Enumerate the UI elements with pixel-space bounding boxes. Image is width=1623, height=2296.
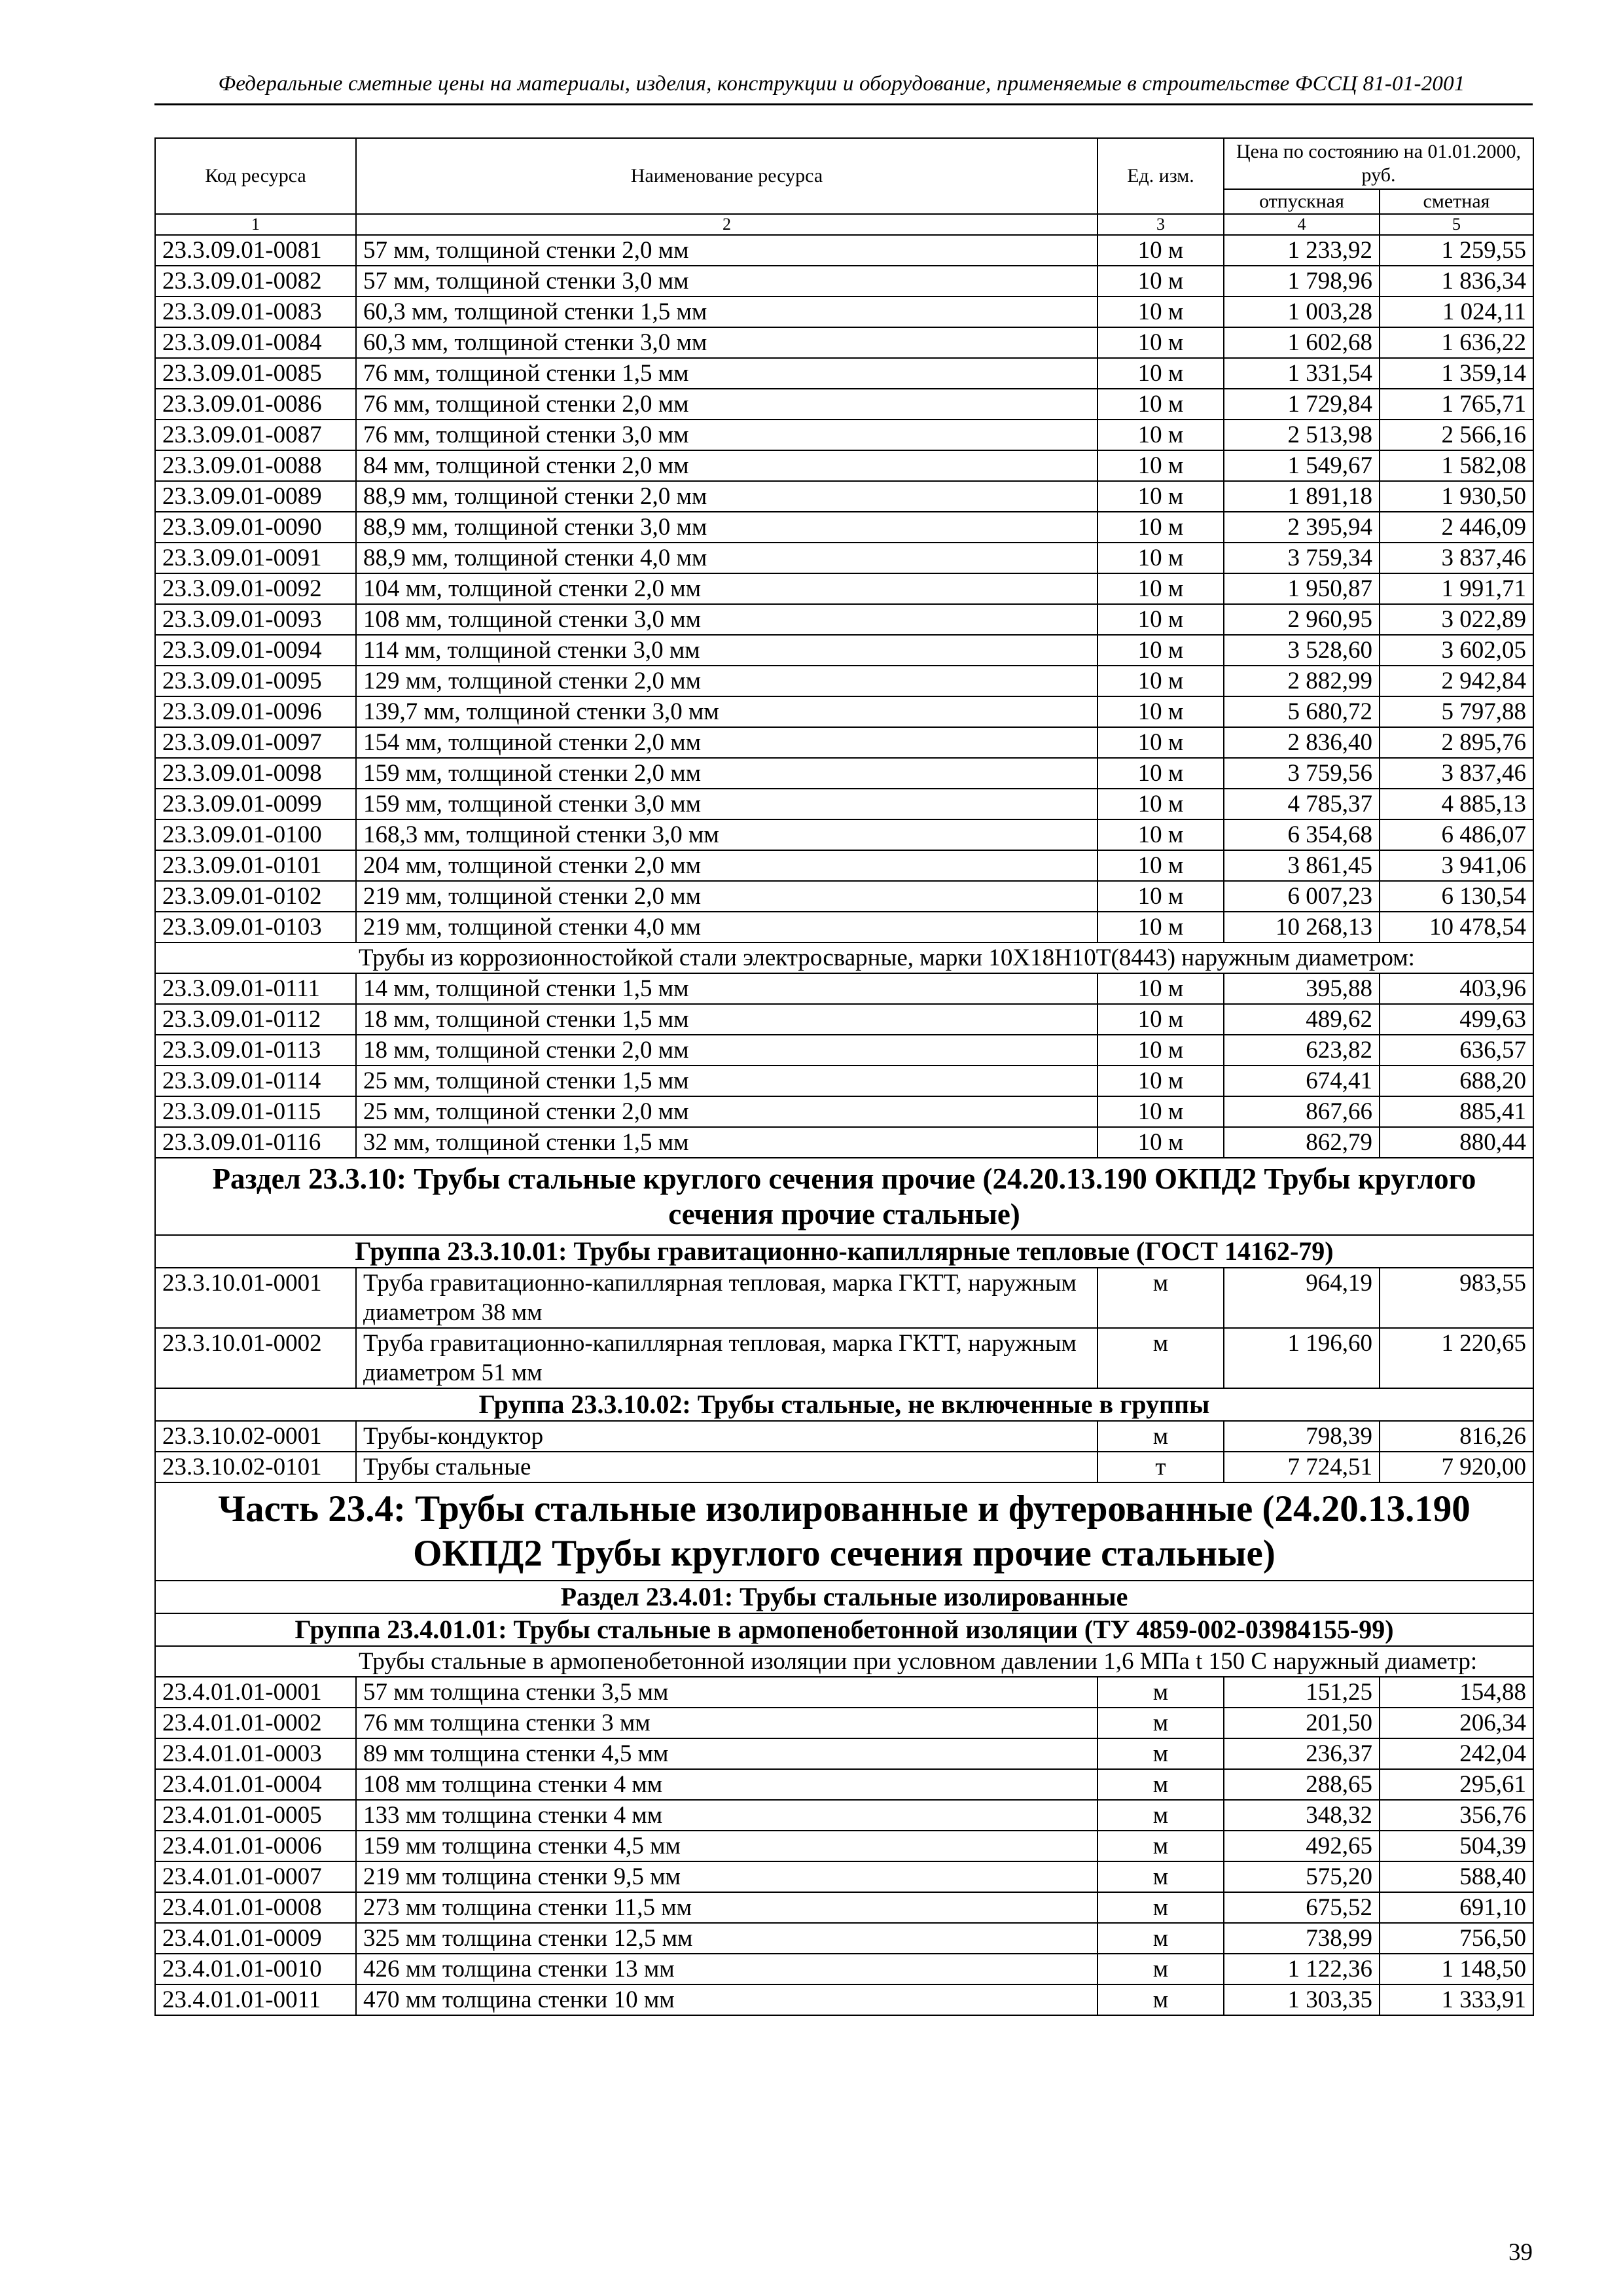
estimate-price: 2 566,16 xyxy=(1380,420,1533,450)
table-row xyxy=(155,696,1533,727)
resource-code: 23.3.09.01-0097 xyxy=(155,727,356,758)
release-price: 489,62 xyxy=(1224,1004,1380,1035)
group-heading-row xyxy=(155,1235,1533,1268)
resource-code: 23.4.01.01-0011 xyxy=(155,1984,356,2015)
column-number: 2 xyxy=(356,214,1097,235)
resource-name: 133 мм толщина стенки 4 мм xyxy=(356,1800,1097,1831)
estimate-price: 6 130,54 xyxy=(1380,881,1533,912)
table-row xyxy=(155,1769,1533,1800)
estimate-price: 206,34 xyxy=(1380,1708,1533,1738)
release-price: 1 891,18 xyxy=(1224,481,1380,512)
resource-code: 23.3.09.01-0102 xyxy=(155,881,356,912)
resource-name: 159 мм, толщиной стенки 2,0 мм xyxy=(356,758,1097,789)
price-table xyxy=(154,137,1534,2016)
estimate-price: 636,57 xyxy=(1380,1035,1533,1066)
estimate-price: 983,55 xyxy=(1380,1268,1533,1328)
release-price: 1 602,68 xyxy=(1224,327,1380,358)
resource-name: 168,3 мм, толщиной стенки 3,0 мм xyxy=(356,819,1097,850)
resource-code: 23.3.09.01-0111 xyxy=(155,973,356,1004)
release-price: 6 007,23 xyxy=(1224,881,1380,912)
unit-of-measure: м xyxy=(1097,1800,1224,1831)
estimate-price: 154,88 xyxy=(1380,1677,1533,1708)
unit-of-measure: м xyxy=(1097,1328,1224,1388)
release-price: 3 861,45 xyxy=(1224,850,1380,881)
table-row xyxy=(155,543,1533,573)
unit-of-measure: 10 м xyxy=(1097,912,1224,942)
unit-of-measure: м xyxy=(1097,1861,1224,1892)
release-price: 1 729,84 xyxy=(1224,389,1380,420)
resource-code: 23.3.09.01-0082 xyxy=(155,266,356,296)
resource-name: 76 мм, толщиной стенки 1,5 мм xyxy=(356,358,1097,389)
table-row xyxy=(155,1984,1533,2015)
unit-of-measure: 10 м xyxy=(1097,1066,1224,1096)
section-heading: Раздел 23.3.10: Трубы стальные круглого сечения прочие (24.20.13.190 ОКПД2 Трубы круглого сечения прочие стальные) xyxy=(155,1158,1533,1235)
release-price: 348,32 xyxy=(1224,1800,1380,1831)
resource-name: 57 мм толщина стенки 3,5 мм xyxy=(356,1677,1097,1708)
resource-code: 23.3.09.01-0094 xyxy=(155,635,356,666)
col-header-release: отпускная xyxy=(1224,189,1380,214)
table-row xyxy=(155,604,1533,635)
resource-name: 426 мм толщина стенки 13 мм xyxy=(356,1954,1097,1984)
unit-of-measure: м xyxy=(1097,1923,1224,1954)
release-price: 675,52 xyxy=(1224,1892,1380,1923)
unit-of-measure: 10 м xyxy=(1097,235,1224,266)
estimate-price: 1 636,22 xyxy=(1380,327,1533,358)
table-row xyxy=(155,1738,1533,1769)
table-row xyxy=(155,481,1533,512)
table-row xyxy=(155,666,1533,696)
resource-code: 23.3.09.01-0088 xyxy=(155,450,356,481)
resource-name: Труба гравитационно-капиллярная тепловая, марка ГКТТ, наружным диаметром 51 мм xyxy=(356,1328,1097,1388)
section-heading-row xyxy=(155,1581,1533,1613)
resource-name: Труба гравитационно-капиллярная тепловая, марка ГКТТ, наружным диаметром 38 мм xyxy=(356,1268,1097,1328)
release-price: 798,39 xyxy=(1224,1421,1380,1452)
section-heading-row xyxy=(155,1158,1533,1235)
resource-code: 23.4.01.01-0001 xyxy=(155,1677,356,1708)
unit-of-measure: м xyxy=(1097,1708,1224,1738)
release-price: 1 233,92 xyxy=(1224,235,1380,266)
table-row xyxy=(155,1923,1533,1954)
unit-of-measure: 10 м xyxy=(1097,358,1224,389)
table-row xyxy=(155,1096,1533,1127)
estimate-price: 10 478,54 xyxy=(1380,912,1533,942)
resource-code: 23.3.09.01-0103 xyxy=(155,912,356,942)
estimate-price: 1 220,65 xyxy=(1380,1328,1533,1388)
resource-code: 23.3.09.01-0087 xyxy=(155,420,356,450)
resource-name: Трубы стальные xyxy=(356,1452,1097,1482)
estimate-price: 691,10 xyxy=(1380,1892,1533,1923)
resource-name: 88,9 мм, толщиной стенки 2,0 мм xyxy=(356,481,1097,512)
table-row xyxy=(155,1954,1533,1984)
release-price: 6 354,68 xyxy=(1224,819,1380,850)
resource-code: 23.4.01.01-0005 xyxy=(155,1800,356,1831)
resource-name: 219 мм толщина стенки 9,5 мм xyxy=(356,1861,1097,1892)
column-number: 1 xyxy=(155,214,356,235)
table-row xyxy=(155,296,1533,327)
group-heading-row xyxy=(155,1388,1533,1421)
col-header-unit: Ед. изм. xyxy=(1097,138,1224,214)
unit-of-measure: 10 м xyxy=(1097,573,1224,604)
unit-of-measure: 10 м xyxy=(1097,789,1224,819)
unit-of-measure: м xyxy=(1097,1421,1224,1452)
release-price: 2 395,94 xyxy=(1224,512,1380,543)
resource-name: 57 мм, толщиной стенки 2,0 мм xyxy=(356,235,1097,266)
unit-of-measure: 10 м xyxy=(1097,420,1224,450)
resource-code: 23.4.01.01-0006 xyxy=(155,1831,356,1861)
part-heading: Часть 23.4: Трубы стальные изолированные и футерованные (24.20.13.190 ОКПД2 Трубы круглого сечения прочие стальные) xyxy=(155,1482,1533,1581)
unit-of-measure: т xyxy=(1097,1452,1224,1482)
resource-code: 23.3.09.01-0081 xyxy=(155,235,356,266)
col-header-estimate: сметная xyxy=(1380,189,1533,214)
resource-name: 104 мм, толщиной стенки 2,0 мм xyxy=(356,573,1097,604)
resource-name: 204 мм, толщиной стенки 2,0 мм xyxy=(356,850,1097,881)
resource-name: 114 мм, толщиной стенки 3,0 мм xyxy=(356,635,1097,666)
unit-of-measure: 10 м xyxy=(1097,327,1224,358)
table-row xyxy=(155,758,1533,789)
unit-of-measure: м xyxy=(1097,1954,1224,1984)
resource-name: 84 мм, толщиной стенки 2,0 мм xyxy=(356,450,1097,481)
resource-code: 23.3.09.01-0101 xyxy=(155,850,356,881)
estimate-price: 756,50 xyxy=(1380,1923,1533,1954)
unit-of-measure: м xyxy=(1097,1769,1224,1800)
release-price: 395,88 xyxy=(1224,973,1380,1004)
release-price: 1 003,28 xyxy=(1224,296,1380,327)
release-price: 1 303,35 xyxy=(1224,1984,1380,2015)
unit-of-measure: м xyxy=(1097,1268,1224,1328)
resource-code: 23.4.01.01-0008 xyxy=(155,1892,356,1923)
estimate-price: 588,40 xyxy=(1380,1861,1533,1892)
note-text: Трубы из коррозионностойкой стали электросварные, марки 10Х18Н10Т(8443) наружным диаметром: xyxy=(155,942,1533,973)
unit-of-measure: 10 м xyxy=(1097,1127,1224,1158)
resource-name: 219 мм, толщиной стенки 2,0 мм xyxy=(356,881,1097,912)
table-row xyxy=(155,389,1533,420)
unit-of-measure: 10 м xyxy=(1097,819,1224,850)
resource-name: 154 мм, толщиной стенки 2,0 мм xyxy=(356,727,1097,758)
table-row xyxy=(155,1831,1533,1861)
estimate-price: 1 259,55 xyxy=(1380,235,1533,266)
table-row xyxy=(155,789,1533,819)
release-price: 3 759,34 xyxy=(1224,543,1380,573)
unit-of-measure: м xyxy=(1097,1984,1224,2015)
resource-code: 23.3.10.01-0002 xyxy=(155,1328,356,1388)
group-heading: Группа 23.3.10.02: Трубы стальные, не включенные в группы xyxy=(155,1388,1533,1421)
resource-code: 23.3.09.01-0086 xyxy=(155,389,356,420)
table-row xyxy=(155,850,1533,881)
resource-code: 23.3.10.02-0001 xyxy=(155,1421,356,1452)
release-price: 623,82 xyxy=(1224,1035,1380,1066)
release-price: 5 680,72 xyxy=(1224,696,1380,727)
release-price: 3 759,56 xyxy=(1224,758,1380,789)
estimate-price: 1 765,71 xyxy=(1380,389,1533,420)
note-row xyxy=(155,942,1533,973)
table-row xyxy=(155,1328,1533,1388)
estimate-price: 7 920,00 xyxy=(1380,1452,1533,1482)
release-price: 2 960,95 xyxy=(1224,604,1380,635)
estimate-price: 688,20 xyxy=(1380,1066,1533,1096)
unit-of-measure: 10 м xyxy=(1097,481,1224,512)
resource-name: 60,3 мм, толщиной стенки 1,5 мм xyxy=(356,296,1097,327)
col-header-code: Код ресурса xyxy=(155,138,356,214)
unit-of-measure: 10 м xyxy=(1097,604,1224,635)
resource-name: 18 мм, толщиной стенки 1,5 мм xyxy=(356,1004,1097,1035)
release-price: 288,65 xyxy=(1224,1769,1380,1800)
resource-code: 23.3.09.01-0083 xyxy=(155,296,356,327)
resource-name: 76 мм, толщиной стенки 2,0 мм xyxy=(356,389,1097,420)
resource-name: 89 мм толщина стенки 4,5 мм xyxy=(356,1738,1097,1769)
column-number: 4 xyxy=(1224,214,1380,235)
estimate-price: 3 022,89 xyxy=(1380,604,1533,635)
resource-code: 23.3.09.01-0112 xyxy=(155,1004,356,1035)
release-price: 1 950,87 xyxy=(1224,573,1380,604)
table-row xyxy=(155,1861,1533,1892)
resource-name: 14 мм, толщиной стенки 1,5 мм xyxy=(356,973,1097,1004)
table-row xyxy=(155,512,1533,543)
resource-name: Трубы-кондуктор xyxy=(356,1421,1097,1452)
resource-name: 88,9 мм, толщиной стенки 3,0 мм xyxy=(356,512,1097,543)
resource-name: 159 мм толщина стенки 4,5 мм xyxy=(356,1831,1097,1861)
note-text: Трубы стальные в армопенобетонной изоляции при условном давлении 1,6 МПа t 150 С наружный диаметр: xyxy=(155,1646,1533,1677)
table-row xyxy=(155,912,1533,942)
release-price: 492,65 xyxy=(1224,1831,1380,1861)
table-row xyxy=(155,881,1533,912)
page-number: 39 xyxy=(1508,2239,1533,2266)
resource-code: 23.3.09.01-0096 xyxy=(155,696,356,727)
column-number: 5 xyxy=(1380,214,1533,235)
resource-name: 25 мм, толщиной стенки 2,0 мм xyxy=(356,1096,1097,1127)
release-price: 862,79 xyxy=(1224,1127,1380,1158)
resource-name: 57 мм, толщиной стенки 3,0 мм xyxy=(356,266,1097,296)
resource-code: 23.4.01.01-0009 xyxy=(155,1923,356,1954)
release-price: 201,50 xyxy=(1224,1708,1380,1738)
resource-name: 60,3 мм, толщиной стенки 3,0 мм xyxy=(356,327,1097,358)
release-price: 2 836,40 xyxy=(1224,727,1380,758)
resource-name: 139,7 мм, толщиной стенки 3,0 мм xyxy=(356,696,1097,727)
estimate-price: 1 930,50 xyxy=(1380,481,1533,512)
release-price: 674,41 xyxy=(1224,1066,1380,1096)
estimate-price: 1 836,34 xyxy=(1380,266,1533,296)
estimate-price: 3 837,46 xyxy=(1380,758,1533,789)
estimate-price: 2 942,84 xyxy=(1380,666,1533,696)
table-row xyxy=(155,819,1533,850)
release-price: 1 798,96 xyxy=(1224,266,1380,296)
table-row xyxy=(155,1708,1533,1738)
estimate-price: 3 941,06 xyxy=(1380,850,1533,881)
resource-name: 18 мм, толщиной стенки 2,0 мм xyxy=(356,1035,1097,1066)
resource-code: 23.3.09.01-0090 xyxy=(155,512,356,543)
table-row xyxy=(155,266,1533,296)
resource-name: 108 мм толщина стенки 4 мм xyxy=(356,1769,1097,1800)
estimate-price: 2 895,76 xyxy=(1380,727,1533,758)
unit-of-measure: 10 м xyxy=(1097,266,1224,296)
release-price: 575,20 xyxy=(1224,1861,1380,1892)
resource-name: 325 мм толщина стенки 12,5 мм xyxy=(356,1923,1097,1954)
table-row xyxy=(155,358,1533,389)
unit-of-measure: м xyxy=(1097,1831,1224,1861)
table-row xyxy=(155,1004,1533,1035)
estimate-price: 880,44 xyxy=(1380,1127,1533,1158)
unit-of-measure: 10 м xyxy=(1097,1004,1224,1035)
unit-of-measure: 10 м xyxy=(1097,512,1224,543)
release-price: 10 268,13 xyxy=(1224,912,1380,942)
estimate-price: 499,63 xyxy=(1380,1004,1533,1035)
resource-code: 23.3.09.01-0093 xyxy=(155,604,356,635)
unit-of-measure: м xyxy=(1097,1677,1224,1708)
resource-code: 23.3.10.02-0101 xyxy=(155,1452,356,1482)
unit-of-measure: 10 м xyxy=(1097,850,1224,881)
resource-name: 108 мм, толщиной стенки 3,0 мм xyxy=(356,604,1097,635)
release-price: 738,99 xyxy=(1224,1923,1380,1954)
release-price: 1 196,60 xyxy=(1224,1328,1380,1388)
estimate-price: 295,61 xyxy=(1380,1769,1533,1800)
resource-code: 23.3.09.01-0095 xyxy=(155,666,356,696)
resource-code: 23.3.09.01-0116 xyxy=(155,1127,356,1158)
resource-code: 23.3.09.01-0114 xyxy=(155,1066,356,1096)
resource-code: 23.3.09.01-0115 xyxy=(155,1096,356,1127)
resource-name: 470 мм толщина стенки 10 мм xyxy=(356,1984,1097,2015)
group-heading: Группа 23.4.01.01: Трубы стальные в армопенобетонной изоляции (ТУ 4859-002-03984155-99) xyxy=(155,1613,1533,1646)
table-row xyxy=(155,1452,1533,1482)
estimate-price: 1 582,08 xyxy=(1380,450,1533,481)
estimate-price: 6 486,07 xyxy=(1380,819,1533,850)
resource-code: 23.3.09.01-0100 xyxy=(155,819,356,850)
table-row xyxy=(155,1035,1533,1066)
resource-code: 23.3.10.01-0001 xyxy=(155,1268,356,1328)
resource-code: 23.3.09.01-0099 xyxy=(155,789,356,819)
resource-code: 23.3.09.01-0084 xyxy=(155,327,356,358)
table-row xyxy=(155,1066,1533,1096)
unit-of-measure: 10 м xyxy=(1097,296,1224,327)
table-row xyxy=(155,1677,1533,1708)
estimate-price: 1 024,11 xyxy=(1380,296,1533,327)
table-row xyxy=(155,450,1533,481)
resource-code: 23.4.01.01-0003 xyxy=(155,1738,356,1769)
group-heading: Группа 23.3.10.01: Трубы гравитационно-капиллярные тепловые (ГОСТ 14162-79) xyxy=(155,1235,1533,1268)
release-price: 1 122,36 xyxy=(1224,1954,1380,1984)
unit-of-measure: 10 м xyxy=(1097,973,1224,1004)
unit-of-measure: 10 м xyxy=(1097,696,1224,727)
estimate-price: 1 359,14 xyxy=(1380,358,1533,389)
resource-name: 25 мм, толщиной стенки 1,5 мм xyxy=(356,1066,1097,1096)
resource-code: 23.3.09.01-0091 xyxy=(155,543,356,573)
estimate-price: 403,96 xyxy=(1380,973,1533,1004)
table-row xyxy=(155,635,1533,666)
estimate-price: 504,39 xyxy=(1380,1831,1533,1861)
estimate-price: 4 885,13 xyxy=(1380,789,1533,819)
unit-of-measure: 10 м xyxy=(1097,389,1224,420)
release-price: 964,19 xyxy=(1224,1268,1380,1328)
unit-of-measure: 10 м xyxy=(1097,666,1224,696)
resource-code: 23.4.01.01-0004 xyxy=(155,1769,356,1800)
estimate-price: 3 837,46 xyxy=(1380,543,1533,573)
table-row xyxy=(155,420,1533,450)
unit-of-measure: 10 м xyxy=(1097,758,1224,789)
estimate-price: 356,76 xyxy=(1380,1800,1533,1831)
section-heading: Раздел 23.4.01: Трубы стальные изолированные xyxy=(155,1581,1533,1613)
release-price: 867,66 xyxy=(1224,1096,1380,1127)
table-header-row xyxy=(155,138,1533,189)
resource-code: 23.3.09.01-0092 xyxy=(155,573,356,604)
release-price: 151,25 xyxy=(1224,1677,1380,1708)
unit-of-measure: 10 м xyxy=(1097,881,1224,912)
estimate-price: 816,26 xyxy=(1380,1421,1533,1452)
unit-of-measure: 10 м xyxy=(1097,1096,1224,1127)
running-header: Федеральные сметные цены на материалы, изделия, конструкции и оборудование, применяемые в строительстве ФССЦ 81-01-2001 xyxy=(218,72,1465,96)
resource-name: 159 мм, толщиной стенки 3,0 мм xyxy=(356,789,1097,819)
resource-name: 273 мм толщина стенки 11,5 мм xyxy=(356,1892,1097,1923)
unit-of-measure: 10 м xyxy=(1097,543,1224,573)
table-row xyxy=(155,573,1533,604)
release-price: 2 513,98 xyxy=(1224,420,1380,450)
group-heading-row xyxy=(155,1613,1533,1646)
table-row xyxy=(155,327,1533,358)
table-row xyxy=(155,1268,1533,1328)
release-price: 236,37 xyxy=(1224,1738,1380,1769)
column-number: 3 xyxy=(1097,214,1224,235)
resource-code: 23.3.09.01-0113 xyxy=(155,1035,356,1066)
table-row xyxy=(155,1800,1533,1831)
resource-code: 23.3.09.01-0085 xyxy=(155,358,356,389)
column-number-row xyxy=(155,214,1533,235)
resource-name: 32 мм, толщиной стенки 1,5 мм xyxy=(356,1127,1097,1158)
col-header-price: Цена по состоянию на 01.01.2000, руб. xyxy=(1224,138,1533,189)
estimate-price: 885,41 xyxy=(1380,1096,1533,1127)
release-price: 7 724,51 xyxy=(1224,1452,1380,1482)
release-price: 3 528,60 xyxy=(1224,635,1380,666)
table-row xyxy=(155,235,1533,266)
resource-name: 76 мм, толщиной стенки 3,0 мм xyxy=(356,420,1097,450)
estimate-price: 1 991,71 xyxy=(1380,573,1533,604)
resource-code: 23.3.09.01-0089 xyxy=(155,481,356,512)
table-row xyxy=(155,1892,1533,1923)
release-price: 4 785,37 xyxy=(1224,789,1380,819)
resource-code: 23.4.01.01-0002 xyxy=(155,1708,356,1738)
col-header-name: Наименование ресурса xyxy=(356,138,1097,214)
resource-name: 219 мм, толщиной стенки 4,0 мм xyxy=(356,912,1097,942)
estimate-price: 1 148,50 xyxy=(1380,1954,1533,1984)
resource-code: 23.4.01.01-0010 xyxy=(155,1954,356,1984)
table-row xyxy=(155,973,1533,1004)
estimate-price: 242,04 xyxy=(1380,1738,1533,1769)
table-row xyxy=(155,1421,1533,1452)
unit-of-measure: 10 м xyxy=(1097,450,1224,481)
estimate-price: 1 333,91 xyxy=(1380,1984,1533,2015)
estimate-price: 2 446,09 xyxy=(1380,512,1533,543)
estimate-price: 3 602,05 xyxy=(1380,635,1533,666)
part-heading-row xyxy=(155,1482,1533,1581)
resource-code: 23.4.01.01-0007 xyxy=(155,1861,356,1892)
unit-of-measure: м xyxy=(1097,1738,1224,1769)
note-row xyxy=(155,1646,1533,1677)
release-price: 2 882,99 xyxy=(1224,666,1380,696)
unit-of-measure: м xyxy=(1097,1892,1224,1923)
resource-name: 76 мм толщина стенки 3 мм xyxy=(356,1708,1097,1738)
unit-of-measure: 10 м xyxy=(1097,635,1224,666)
table-row xyxy=(155,727,1533,758)
resource-code: 23.3.09.01-0098 xyxy=(155,758,356,789)
resource-name: 88,9 мм, толщиной стенки 4,0 мм xyxy=(356,543,1097,573)
header-rule xyxy=(154,103,1533,105)
unit-of-measure: 10 м xyxy=(1097,1035,1224,1066)
table-row xyxy=(155,1127,1533,1158)
unit-of-measure: 10 м xyxy=(1097,727,1224,758)
estimate-price: 5 797,88 xyxy=(1380,696,1533,727)
release-price: 1 549,67 xyxy=(1224,450,1380,481)
release-price: 1 331,54 xyxy=(1224,358,1380,389)
resource-name: 129 мм, толщиной стенки 2,0 мм xyxy=(356,666,1097,696)
